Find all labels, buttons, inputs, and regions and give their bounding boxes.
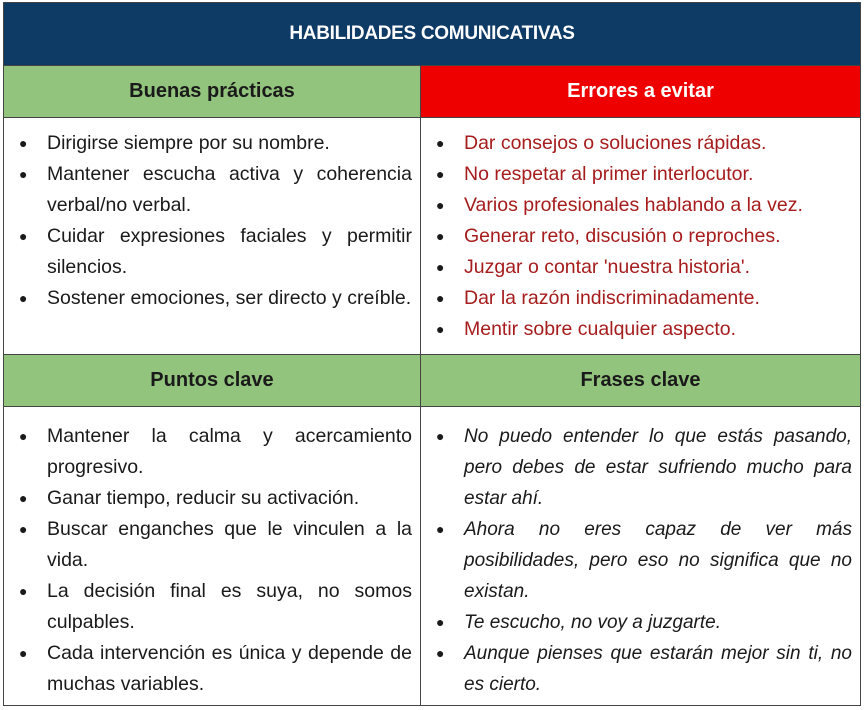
- bullet-icon: ●: [436, 645, 445, 661]
- list-item: ● Cada intervención es única y depende de muchas variables.: [4, 638, 420, 700]
- key-phrases-list: [421, 407, 860, 700]
- bullet-icon: ●: [436, 321, 445, 337]
- header-good-practices: Buenas prácticas: [4, 66, 421, 118]
- list-item: ● Te escucho, no voy a juzgarte.: [421, 607, 860, 638]
- list-item: ● Cuidar expresiones faciales y permitir silencios.: [4, 221, 420, 283]
- list-item: ● Sostener emociones, ser directo y creíble.: [4, 283, 420, 314]
- key-points-cell: [4, 407, 421, 705]
- bullet-icon: ●: [436, 197, 445, 213]
- list-item: ● Generar reto, discusión o reproches.: [421, 221, 860, 252]
- list-item: ● Mantener escucha activa y coherencia verbal/no verbal.: [4, 159, 420, 221]
- table-title: HABILIDADES COMUNICATIVAS: [4, 3, 860, 66]
- list-item: ● No puedo entender lo que estás pasando, pero debes de estar sufriendo mucho para estar ahí.: [421, 421, 860, 514]
- bullet-icon: ●: [19, 166, 28, 182]
- bullet-icon: ●: [19, 135, 28, 151]
- list-item: ● Buscar enganches que le vinculen a la vida.: [4, 514, 420, 576]
- header-key-points: Puntos clave: [4, 355, 421, 407]
- good-practices-list: [4, 118, 420, 314]
- list-item: ● Dar consejos o soluciones rápidas.: [421, 128, 860, 159]
- bullet-icon: ●: [436, 259, 445, 275]
- bullet-icon: ●: [436, 166, 445, 182]
- errors-cell: [421, 118, 860, 355]
- list-item: ● Mantener la calma y acercamiento progresivo.: [4, 421, 420, 483]
- list-item: ● Varios profesionales hablando a la vez.: [421, 190, 860, 221]
- header-key-phrases: Frases clave: [421, 355, 860, 407]
- header-errors: Errores a evitar: [421, 66, 860, 118]
- bullet-icon: ●: [436, 428, 445, 444]
- bullet-icon: ●: [19, 290, 28, 306]
- list-item: ● Dirigirse siempre por su nombre.: [4, 128, 420, 159]
- good-practices-cell: [4, 118, 421, 355]
- communication-skills-table: [3, 2, 861, 706]
- list-item: ● La decisión final es suya, no somos culpables.: [4, 576, 420, 638]
- bullet-icon: ●: [19, 521, 28, 537]
- bullet-icon: ●: [436, 614, 445, 630]
- bullet-icon: ●: [19, 583, 28, 599]
- bullet-icon: ●: [19, 428, 28, 444]
- list-item: ● Ganar tiempo, reducir su activación.: [4, 483, 420, 514]
- list-item: ● Ahora no eres capaz de ver más posibilidades, pero eso no significa que no existan.: [421, 514, 860, 607]
- list-item: ● Dar la razón indiscriminadamente.: [421, 283, 860, 314]
- list-item: ● Mentir sobre cualquier aspecto.: [421, 314, 860, 345]
- key-phrases-cell: [421, 407, 860, 705]
- bullet-icon: ●: [436, 290, 445, 306]
- bullet-icon: ●: [436, 135, 445, 151]
- bullet-icon: ●: [436, 228, 445, 244]
- list-item: ● No respetar al primer interlocutor.: [421, 159, 860, 190]
- errors-list: [421, 118, 860, 345]
- list-item: ● Aunque pienses que estarán mejor sin ti, no es cierto.: [421, 638, 860, 700]
- list-item: ● Juzgar o contar 'nuestra historia'.: [421, 252, 860, 283]
- bullet-icon: ●: [436, 521, 445, 537]
- bullet-icon: ●: [19, 490, 28, 506]
- bullet-icon: ●: [19, 228, 28, 244]
- key-points-list: [4, 407, 420, 700]
- bullet-icon: ●: [19, 645, 28, 661]
